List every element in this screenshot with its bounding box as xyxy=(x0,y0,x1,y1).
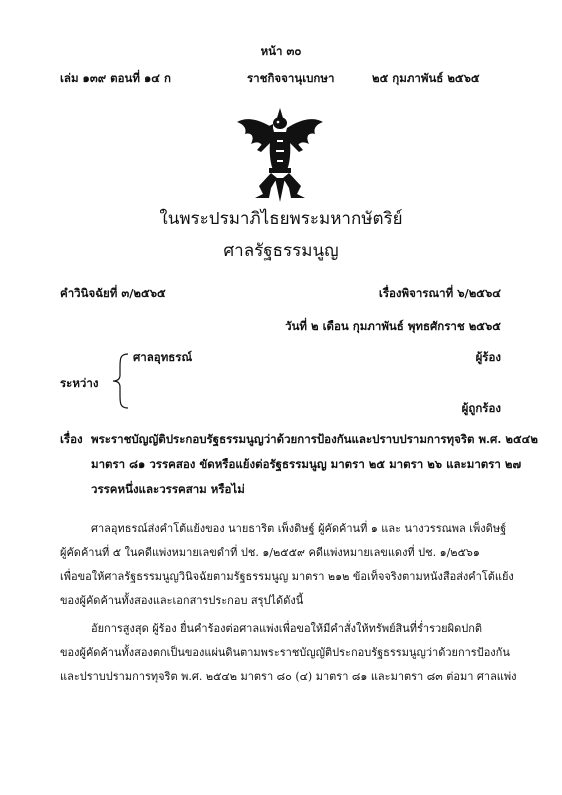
paragraph-line: ศาลอุทธรณ์ส่งคำโต้แย้งของ นายธาริต เพ็งดิษฐ์ ผู้คัดค้านที่ ๑ และ นางวรรณพล เพ็งดิษฐ์ xyxy=(91,522,507,535)
paragraph-line: เพื่อขอให้ศาลรัฐธรรมนูญวินิจฉัยตามรัฐธรรมนูญ มาตรา ๒๑๒ ข้อเท็จจริงตามหนังสือส่งคำโต้แย้ง xyxy=(60,570,514,583)
page-number: หน้า ๓๐ xyxy=(260,44,302,58)
ruling-number: คำวินิจฉัยที่ ๓/๒๕๖๕ xyxy=(60,286,166,300)
paragraph-line: ผู้คัดค้านที่ ๕ ในคดีแพ่งหมายเลขดำที่ ปช. ๑/๒๕๕๙ คดีแพ่งหมายเลขแดงที่ ปช. ๑/๒๕๖๑ xyxy=(60,546,480,559)
between-label: ระหว่าง xyxy=(60,376,99,390)
case-number: เรื่องพิจารณาที่ ๖/๒๕๖๔ xyxy=(378,286,501,300)
publication-date: ๒๕ กุมภาพันธ์ ๒๕๖๕ xyxy=(372,71,480,85)
royal-title: ในพระปรมาภิไธยพระมหากษัตริย์ xyxy=(159,209,403,229)
volume-issue: เล่ม ๑๓๙ ตอนที่ ๑๔ ก xyxy=(60,71,171,85)
ruling-date: วันที่ ๒ เดือน กุมภาพันธ์ พุทธศักราช ๒๕๖๕ xyxy=(285,319,501,333)
paragraph-line: ของผู้คัดค้านทั้งสองตกเป็นของแผ่นดินตามพระราชบัญญัติประกอบรัฐธรรมนูญว่าด้วยการป้องกัน xyxy=(60,646,510,659)
paragraph-line: และปราบปรามการทุจริต พ.ศ. ๒๕๔๒ มาตรา ๘๐ (๔) มาตรา ๘๑ และมาตรา ๘๓ ต่อมา ศาลแพ่ง xyxy=(60,670,517,683)
subject-line: พระราชบัญญัติประกอบรัฐธรรมนูญว่าด้วยการป้องกันและปราบปรามการทุจริต พ.ศ. ๒๕๔๒ xyxy=(91,432,538,446)
garuda-emblem-icon xyxy=(233,106,327,204)
petitioner-role: ผู้ร้อง xyxy=(475,350,501,364)
subject-line: วรรคหนึ่งและวรรคสาม หรือไม่ xyxy=(91,482,245,496)
paragraph-line: อัยการสูงสุด ผู้ร้อง ยื่นคำร้องต่อศาลแพ่งเพื่อขอให้มีคำสั่งให้ทรัพย์สินที่ร่ำรวยผิดปกติ xyxy=(91,622,482,635)
subject-line: มาตรา ๘๑ วรรคสอง ขัดหรือแย้งต่อรัฐธรรมนูญ มาตรา ๒๕ มาตรา ๒๖ และมาตรา ๒๗ xyxy=(91,457,522,471)
petitioner-name: ศาลอุทธรณ์ xyxy=(133,350,193,364)
publication-name: ราชกิจจานุเบกษา xyxy=(247,71,335,85)
court-name: ศาลรัฐธรรมนูญ xyxy=(223,241,339,261)
brace-bracket xyxy=(110,353,130,409)
subject-label: เรื่อง xyxy=(60,432,83,446)
paragraph-line: ของผู้คัดค้านทั้งสองและเอกสารประกอบ สรุปได้ดังนี้ xyxy=(60,594,304,607)
respondent-role: ผู้ถูกร้อง xyxy=(461,401,501,415)
